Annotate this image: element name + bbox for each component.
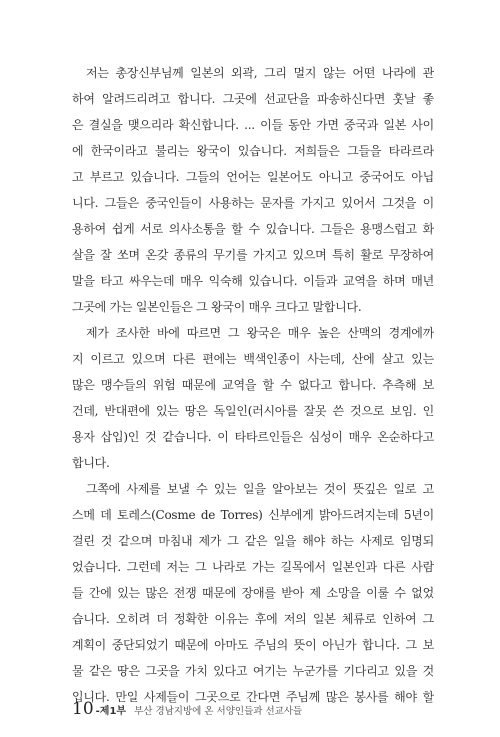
text-line: 저는 총장신부님께 일본의 외곽, 그리 멀지 않는 어떤 나라에 관	[86, 66, 434, 80]
text-line: 그곳에 가는 일본인들은 그 왕국이 매우 크다고 말합니다.	[72, 300, 362, 314]
text-line: 스메 데 토레스(Cosme de Torres) 신부에게 밝아드려지는데 5년이	[72, 508, 434, 522]
part-label: -제1부	[95, 706, 127, 717]
text-line: 고 부르고 있습니다. 그들의 언어는 일본어도 아니고 중국어도 아닙	[72, 170, 434, 184]
text-line: 합니다.	[72, 456, 110, 470]
text-line: 계획이 중단되었기 때문에 아마도 주님의 뜻이 아닌가 합니다. 그 보	[72, 638, 434, 652]
text-line: 습니다. 오히려 더 정확한 이유는 후에 저의 일본 체류로 인하여 그	[72, 612, 434, 626]
running-title: 부산 경남지방에 온 서양인들과 선교사들	[134, 706, 303, 717]
paragraph-2	[72, 320, 434, 476]
text-line: 제가 조사한 바에 따르면 그 왕국은 매우 높은 산맥의 경계에까	[86, 326, 434, 340]
text-line: 니다. 그들은 중국인들이 사용하는 문자를 가지고 있어서 그것을 이	[72, 196, 434, 210]
text-line: 하여 알려드리려고 합니다. 그곳에 선교단을 파송하신다면 훗날 좋	[72, 92, 434, 106]
text-line: 은 결실을 맺으리라 확신합니다. ... 이들 동안 가면 중국과 일본 사이	[72, 118, 434, 132]
text-line: 살을 잘 쏘며 온갖 종류의 무기를 가지고 있으며 특히 활로 무장하여	[72, 248, 434, 262]
paragraph-1	[72, 60, 434, 320]
text-line: 말을 타고 싸우는데 매우 익숙해 있습니다. 이들과 교역을 하며 매년	[72, 274, 434, 288]
text-line: 입니다. 만일 사제들이 그곳으로 간다면 주님께 많은 봉사를 해야 할	[72, 690, 434, 704]
text-line: 었습니다. 그런데 저는 그 나라로 가는 길목에서 일본인과 다른 사람	[72, 560, 434, 574]
paragraph-3	[72, 476, 434, 710]
text-line: 들 간에 있는 많은 전쟁 때문에 장애를 받아 제 소망을 이룰 수 없었	[72, 586, 434, 600]
page-number: 10	[72, 699, 94, 719]
text-line: 용자 삽입)인 것 같습니다. 이 타타르인들은 심성이 매우 온순하다고	[72, 430, 434, 444]
text-line: 에 한국이라고 불리는 왕국이 있습니다. 저희들은 그들을 타라르라	[72, 144, 434, 158]
text-line: 많은 맹수들의 위험 때문에 교역을 할 수 없다고 합니다. 추측해 보	[72, 378, 434, 392]
text-line: 지 이르고 있으며 다른 편에는 백색인종이 사는데, 산에 살고 있는	[72, 352, 434, 366]
text-line: 그쪽에 사제를 보낼 수 있는 일을 알아보는 것이 뜻깊은 일로 고	[86, 482, 434, 496]
page-footer	[72, 699, 302, 719]
text-line: 건데, 반대편에 있는 땅은 독일인(러시아를 잘못 쓴 것으로 보임. 인	[72, 404, 434, 418]
text-line: 물 같은 땅은 그곳을 가치 있다고 여기는 누군가를 기다리고 있을 것	[72, 664, 434, 678]
text-line: 용하여 쉽게 서로 의사소통을 할 수 있습니다. 그들은 용맹스럽고 화	[72, 222, 434, 236]
text-line: 걸린 것 같으며 마침내 제가 그 같은 일을 해야 하는 사제로 임명되	[72, 534, 434, 548]
body-text	[72, 60, 434, 710]
